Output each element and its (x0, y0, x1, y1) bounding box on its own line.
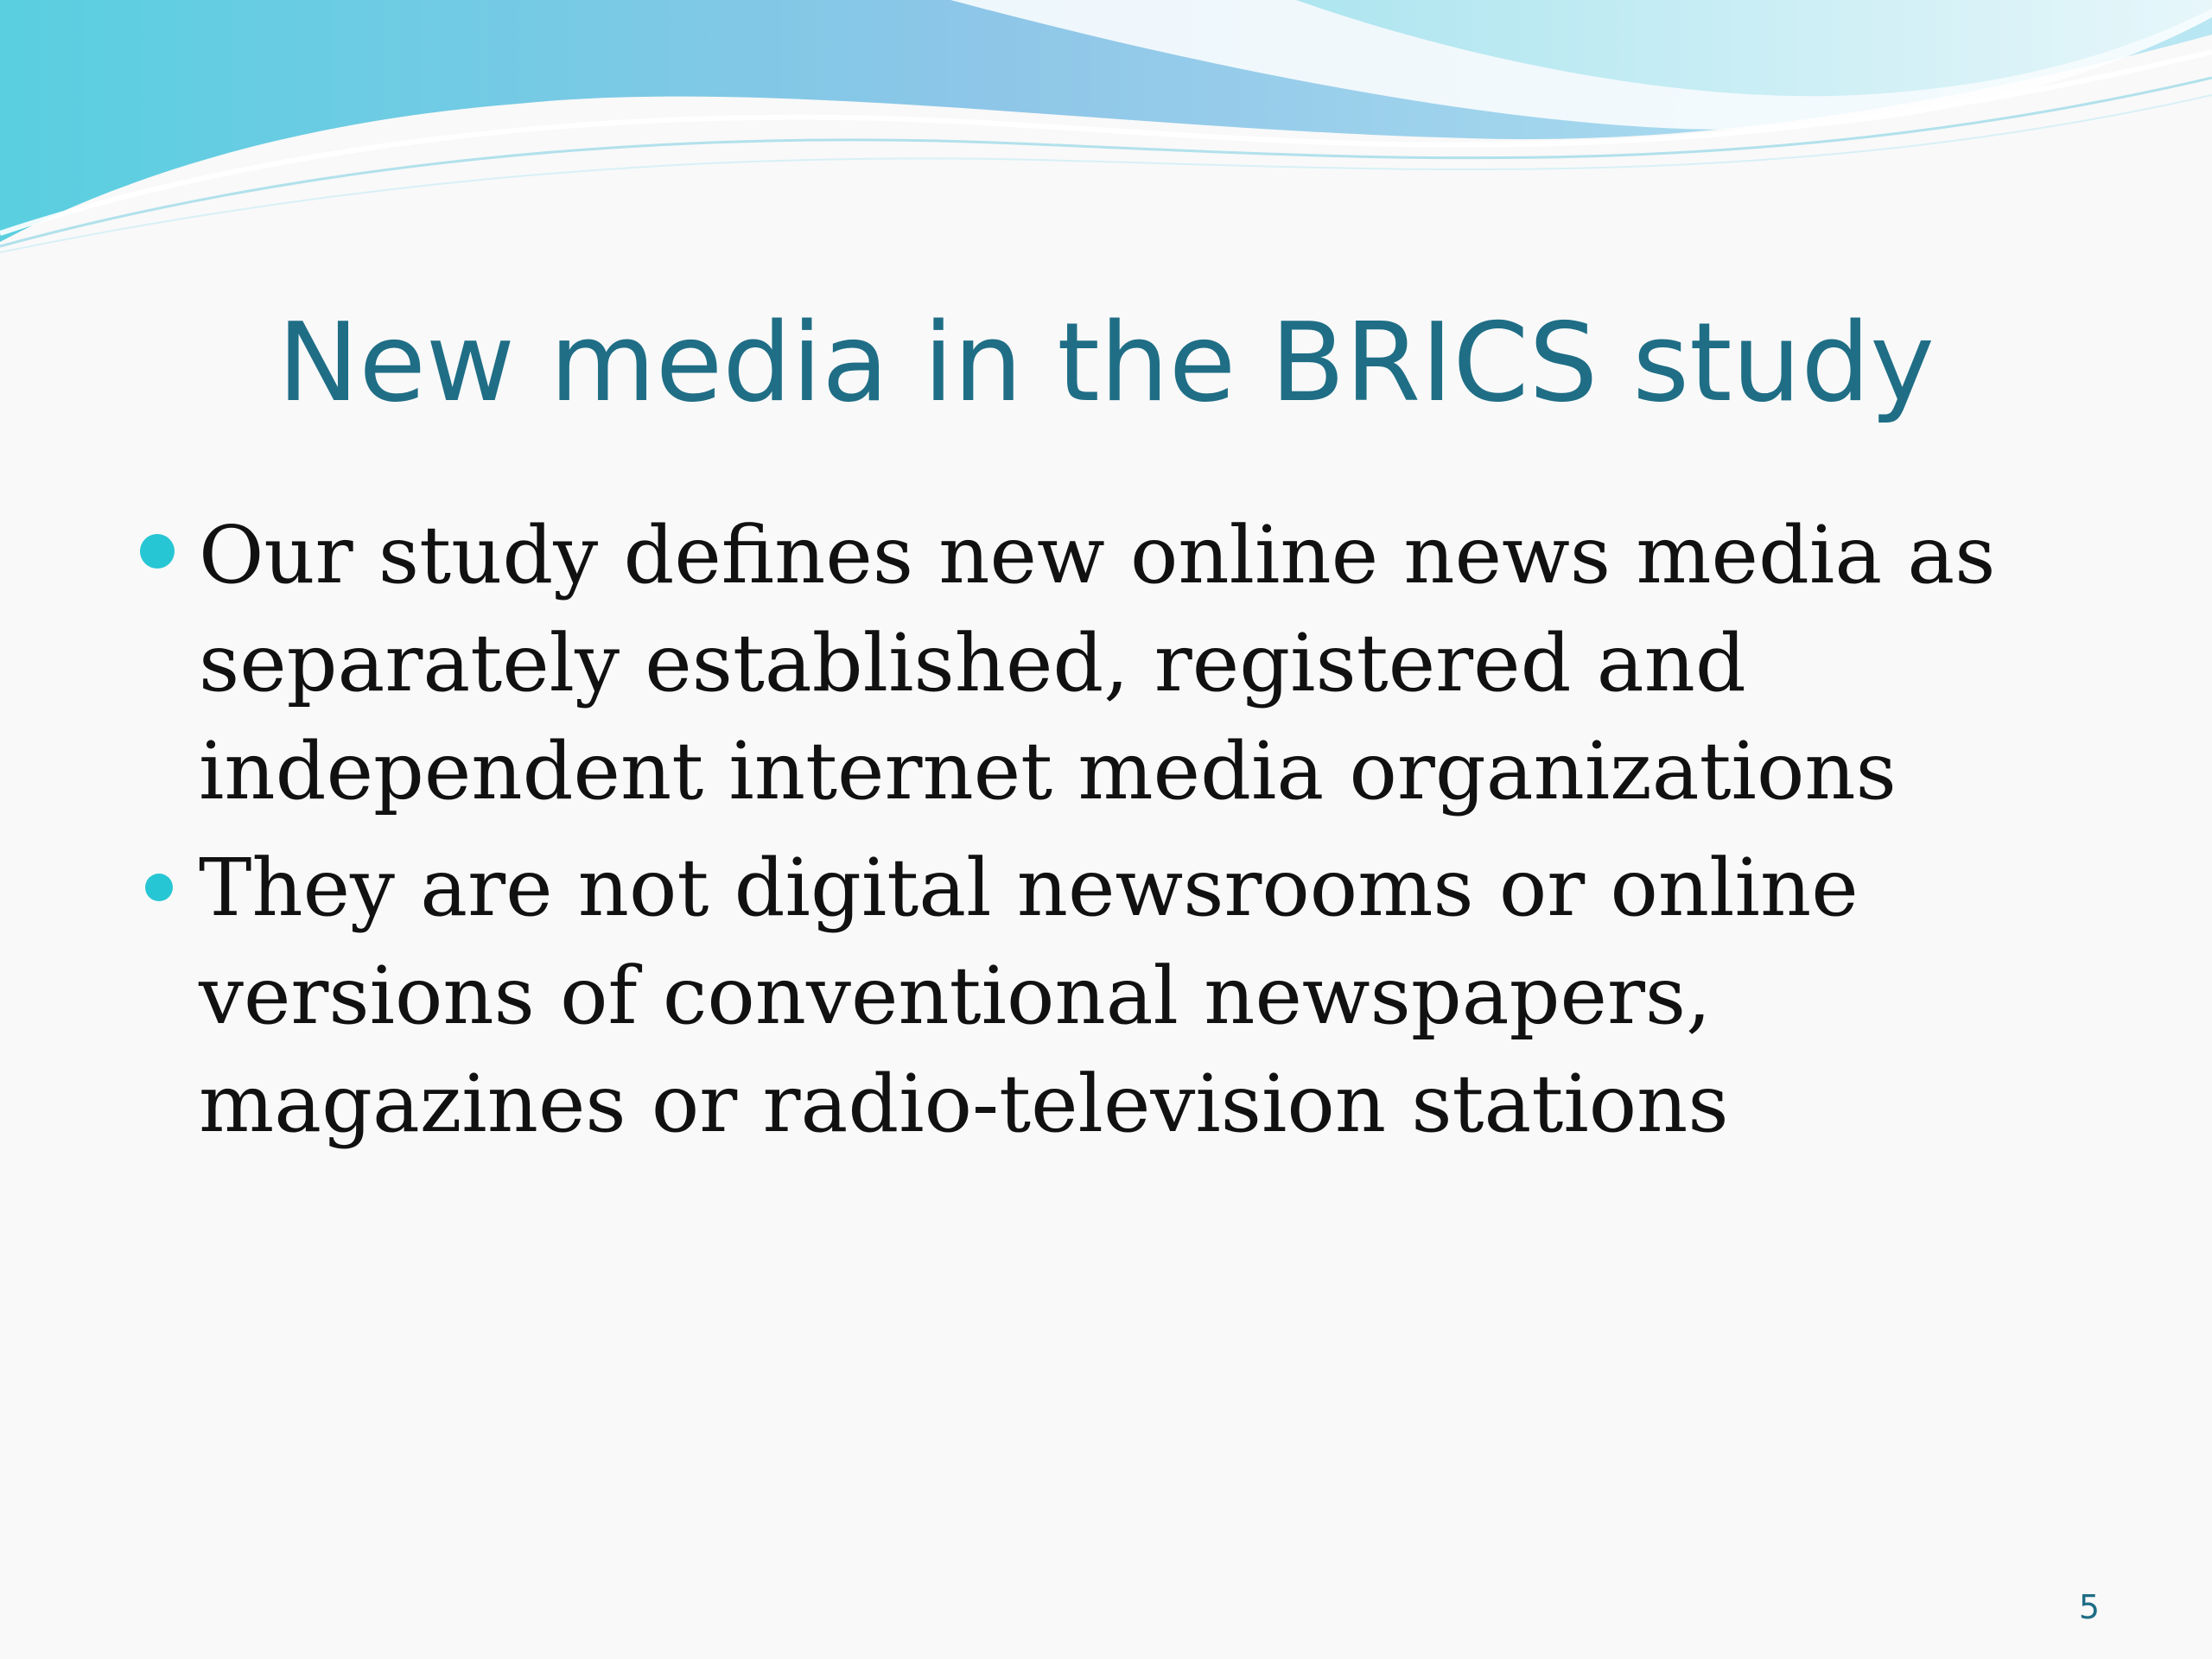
bullet-item (199, 834, 2100, 1158)
header-wave-decoration (0, 0, 2212, 259)
bullet-text: Our study defines new online news media as separately established, registered and independent internet media organizations (199, 509, 1996, 817)
bullet-dot-icon (145, 874, 173, 901)
bullet-text: They are not digital newsrooms or online versions of conventional newspapers, magazines or radio-television stations (199, 842, 1859, 1150)
page-number: 5 (2078, 1588, 2100, 1626)
bullet-list (199, 501, 2100, 1166)
bullet-item (199, 501, 2100, 825)
bullet-dot-icon (140, 534, 175, 569)
slide-title: New media in the BRICS study (277, 299, 1935, 426)
